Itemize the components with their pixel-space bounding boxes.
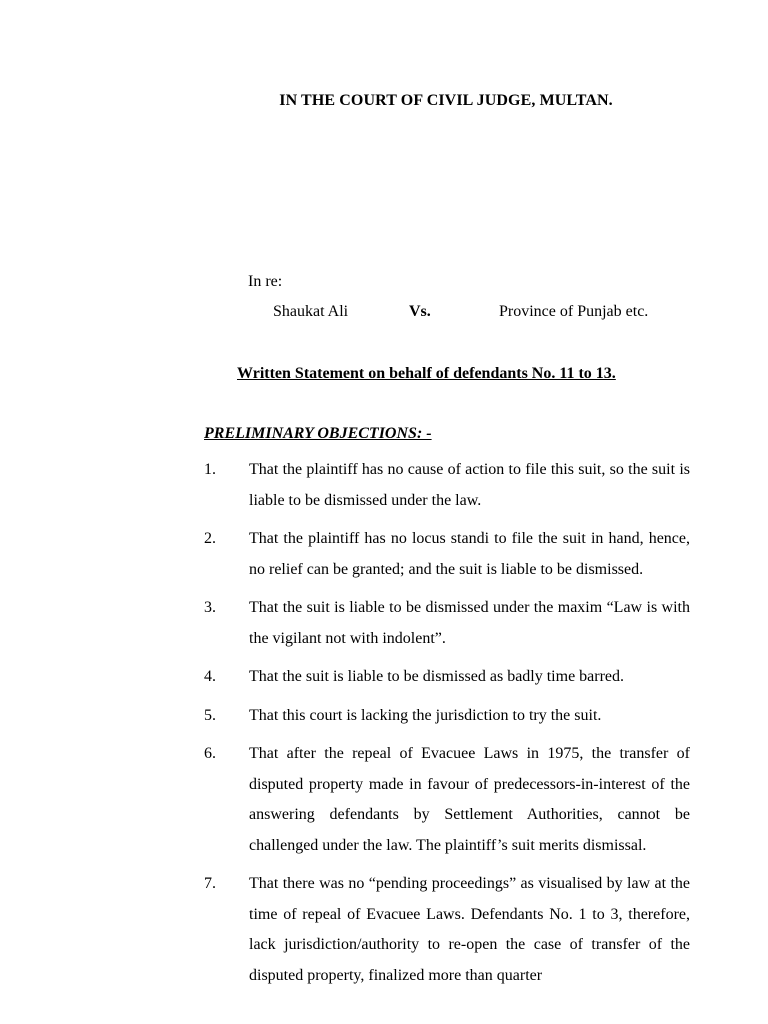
objection-item (204, 593, 690, 654)
versus-label: Vs. (409, 303, 431, 320)
objection-number: 6. (204, 745, 216, 762)
objection-item (204, 739, 690, 861)
objection-number: 4. (204, 668, 216, 685)
objection-text: That the plaintiff has no cause of action to file this suit, so the suit is liable to be dismissed under the law. (249, 461, 690, 509)
objection-item (204, 455, 690, 516)
objection-text: That there was no “pending proceedings” as visualised by law at the time of repeal of Evacuee Laws. Defendants No. 1 to 3, therefore, lack jurisdiction/authority to re-open the case of transfer of the disputed property, finalized more than quarter (249, 875, 690, 984)
defendant-name: Province of Punjab etc. (499, 303, 649, 320)
plaintiff-name: Shaukat Ali (273, 303, 349, 320)
objection-number: 1. (204, 461, 216, 478)
in-re-label: In re: (248, 273, 283, 290)
objection-item (204, 524, 690, 585)
objection-item (204, 701, 690, 732)
objection-number: 5. (204, 706, 216, 724)
objections-list (204, 455, 690, 999)
objection-item (204, 662, 690, 693)
objection-text: That the plaintiff has no locus standi to file the suit in hand, hence, no relief can be granted; and the suit is liable to be dismissed. (249, 530, 690, 578)
written-statement-heading: Written Statement on behalf of defendants No. 11 to 13. (237, 365, 616, 382)
objection-number: 7. (204, 875, 216, 892)
objection-text: That the suit is liable to be dismissed as badly time barred. (249, 668, 625, 685)
objection-text: That this court is lacking the jurisdiction to try the suit. (249, 706, 602, 724)
objection-item (204, 869, 690, 991)
objection-number: 2. (204, 530, 216, 547)
objection-text: That the suit is liable to be dismissed under the maxim “Law is with the vigilant not with indolent”. (249, 599, 690, 647)
preliminary-objections-heading: PRELIMINARY OBJECTIONS: - (204, 425, 432, 442)
objection-number: 3. (204, 599, 216, 616)
court-title: IN THE COURT OF CIVIL JUDGE, MULTAN. (279, 92, 613, 109)
objection-text: That after the repeal of Evacuee Laws in 1975, the transfer of disputed property made in favour of predecessors-in-interest of the answering defendants by Settlement Authorities, cannot be challenged under the law. The plaintiff’s suit merits dismissal. (249, 745, 690, 854)
